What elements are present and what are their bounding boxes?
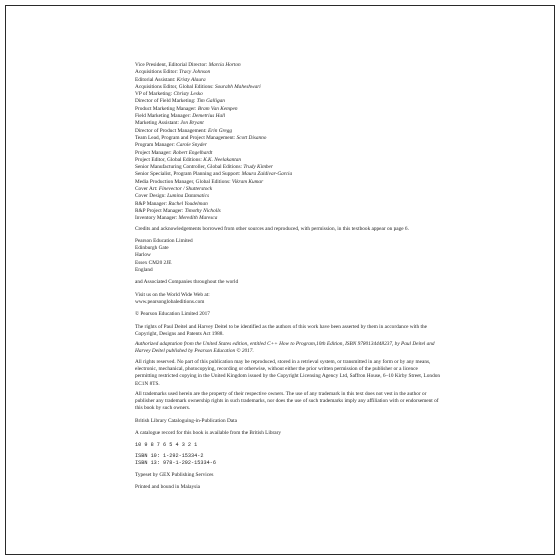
- credit-line: [135, 150, 440, 157]
- cip-record: A catalogue record for this book is available from the British Library: [135, 430, 282, 437]
- address-line: Pearson Education Limited: [135, 237, 193, 244]
- credit-name: Scott Disanno: [236, 134, 267, 141]
- credit-role: Inventory Manager:: [135, 215, 178, 222]
- credit-name: Demetrius Hall: [192, 113, 226, 120]
- credit-name: Lumina Datamatics: [167, 193, 210, 200]
- credit-line: [135, 69, 440, 76]
- credit-line: [135, 215, 440, 222]
- credit-name: Trudy Kimber: [243, 164, 273, 171]
- credit-line: [135, 120, 440, 127]
- credit-name: Jon Bryant: [180, 120, 204, 127]
- web-intro: Visit us on the World Wide Web at:: [135, 291, 210, 298]
- adaptation-paragraph: Authorized adaptation from the United States edition, entitled C++ How to Program,10th Edition, ISBN 9780134448237, by Paul Deitel and Harvey Deitel published by Pearson Education © 2017.: [135, 341, 435, 355]
- credit-name: Timothy Nicholls: [184, 207, 221, 214]
- credit-role: Acquisitions Editor, Global Editions:: [135, 83, 214, 90]
- credit-name: Marcia Horton: [208, 62, 241, 68]
- address-line: Edinburgh Gate: [135, 245, 169, 252]
- credit-role: Senior Manufacturing Controller, Global Editions:: [135, 164, 243, 171]
- copyright-notice: © Pearson Education Limited 2017: [135, 311, 210, 318]
- credit-line: [135, 77, 440, 84]
- credit-role: Marketing Assistant:: [135, 120, 179, 127]
- credit-name: Erin Gregg: [207, 127, 233, 134]
- web-url: www.pearsonglobaleditions.com: [135, 298, 205, 305]
- credit-line: [135, 179, 440, 186]
- credit-role: Program Manager:: [135, 142, 175, 149]
- credit-name: Meredith Maresca: [178, 215, 218, 222]
- isbn-10: ISBN 10: 1-292-15334-2: [135, 452, 204, 459]
- cip-title: British Library Cataloguing-in-Publication Data: [135, 417, 237, 424]
- credit-role: R&P Manager:: [135, 200, 168, 207]
- credit-line: [135, 201, 440, 208]
- acknowledgements-paragraph: Credits and acknowledgements borrowed from other sources and reproduced, with permission, in this textbook appear on page 6.: [135, 225, 409, 232]
- credit-line: [135, 186, 440, 193]
- credit-name: Finevector / Shutterstock: [158, 186, 213, 193]
- credit-name: Bram Van Kempen: [197, 105, 238, 112]
- printed-location: Printed and bound in Malaysia: [135, 484, 201, 491]
- credit-role: Media Production Manager, Global Editions:: [135, 178, 231, 185]
- address-line: Essex CM20 2JE: [135, 259, 172, 266]
- credit-name: Robert Engelhardt: [172, 149, 213, 156]
- credit-role: Cover Art:: [135, 186, 158, 193]
- credit-role: Director of Field Marketing:: [135, 98, 196, 105]
- credit-name: Christy Lesko: [173, 91, 203, 98]
- address-line: Harlow: [135, 252, 151, 259]
- credit-role: VP of Marketing:: [135, 91, 173, 98]
- associated-companies: and Associated Companies throughout the world: [135, 279, 239, 286]
- credit-line: [135, 164, 440, 171]
- copyright-page-content: [135, 62, 440, 492]
- credit-line: [135, 62, 440, 69]
- rights-asserted-paragraph: The rights of Paul Deitel and Harvey Deitel to be identified as the authors of this work have been asserted by them in accordance with the Copyright, Designs and Patents Act 1988.: [135, 323, 427, 337]
- credit-line: [135, 208, 440, 215]
- credit-role: Vice President, Editorial Director:: [135, 62, 208, 68]
- credit-name: Vikram Kumar: [231, 178, 264, 185]
- printing-line: 10 9 8 7 6 5 4 3 2 1: [135, 442, 198, 449]
- credit-role: Project Editor, Global Editions:: [135, 156, 202, 163]
- credit-name: Tim Galligan: [196, 98, 225, 105]
- credit-role: Project Manager:: [135, 149, 172, 156]
- address-line: England: [135, 267, 153, 274]
- typeset-credit: Typeset by GEX Publishing Services: [135, 471, 214, 478]
- credit-role: Product Marketing Manager:: [135, 105, 197, 112]
- credit-role: Director of Product Management:: [135, 127, 207, 134]
- credit-line: [135, 128, 440, 135]
- trademarks-paragraph: All trademarks used herein are the property of their respective owners. The use of any trademark in this text does not vest in the author or publisher any trademark ownership rights in such trademarks, nor does the use of such trademarks imply any affiliation with or endorsement of this book by such owners.: [135, 390, 439, 412]
- credit-line: [135, 142, 440, 149]
- credit-name: Carole Snyder: [176, 142, 207, 149]
- credit-role: R&P Project Manager:: [135, 207, 184, 214]
- credit-name: Sourabh Maheshwari: [214, 83, 261, 90]
- credit-line: [135, 135, 440, 142]
- credit-role: Senior Specialist, Program Planning and Support:: [135, 171, 241, 178]
- credit-name: Maura Zaldivar-Garcia: [241, 171, 293, 178]
- all-rights-paragraph: All rights reserved. No part of this publication may be reproduced, stored in a retrieval system, or transmitted in any form or by any means, electronic, mechanical, photocopying, recording or otherwise, without either the prior written permission of the publisher or a licence permitting restricted copying in the United Kingdom issued by the Copyright Licensing Agency Ltd, Saffron House, 6–10 Kirby Street, London EC1N 8TS.: [135, 358, 441, 387]
- isbn-13: ISBN 13: 978-1-292-15334-6: [135, 459, 216, 466]
- credit-line: [135, 98, 440, 105]
- publisher-address: [135, 238, 440, 274]
- credit-role: Cover Design:: [135, 193, 166, 200]
- credit-role: Editorial Assistant:: [135, 76, 176, 83]
- credit-line: [135, 193, 440, 200]
- credit-name: Tracy Johnson: [179, 69, 211, 76]
- credit-line: [135, 106, 440, 113]
- credit-role: Acquisitions Editor:: [135, 69, 178, 76]
- credit-role: Field Marketing Manager:: [135, 113, 191, 120]
- credit-line: [135, 171, 440, 178]
- credit-name: Kristy Alaura: [176, 76, 206, 83]
- credit-line: [135, 113, 440, 120]
- credit-role: Team Lead, Program and Project Management:: [135, 134, 236, 141]
- credit-name: Rachel Youdelman: [168, 200, 208, 207]
- credits-list: [135, 62, 440, 223]
- credit-name: K.K. Neelakantan: [203, 156, 242, 163]
